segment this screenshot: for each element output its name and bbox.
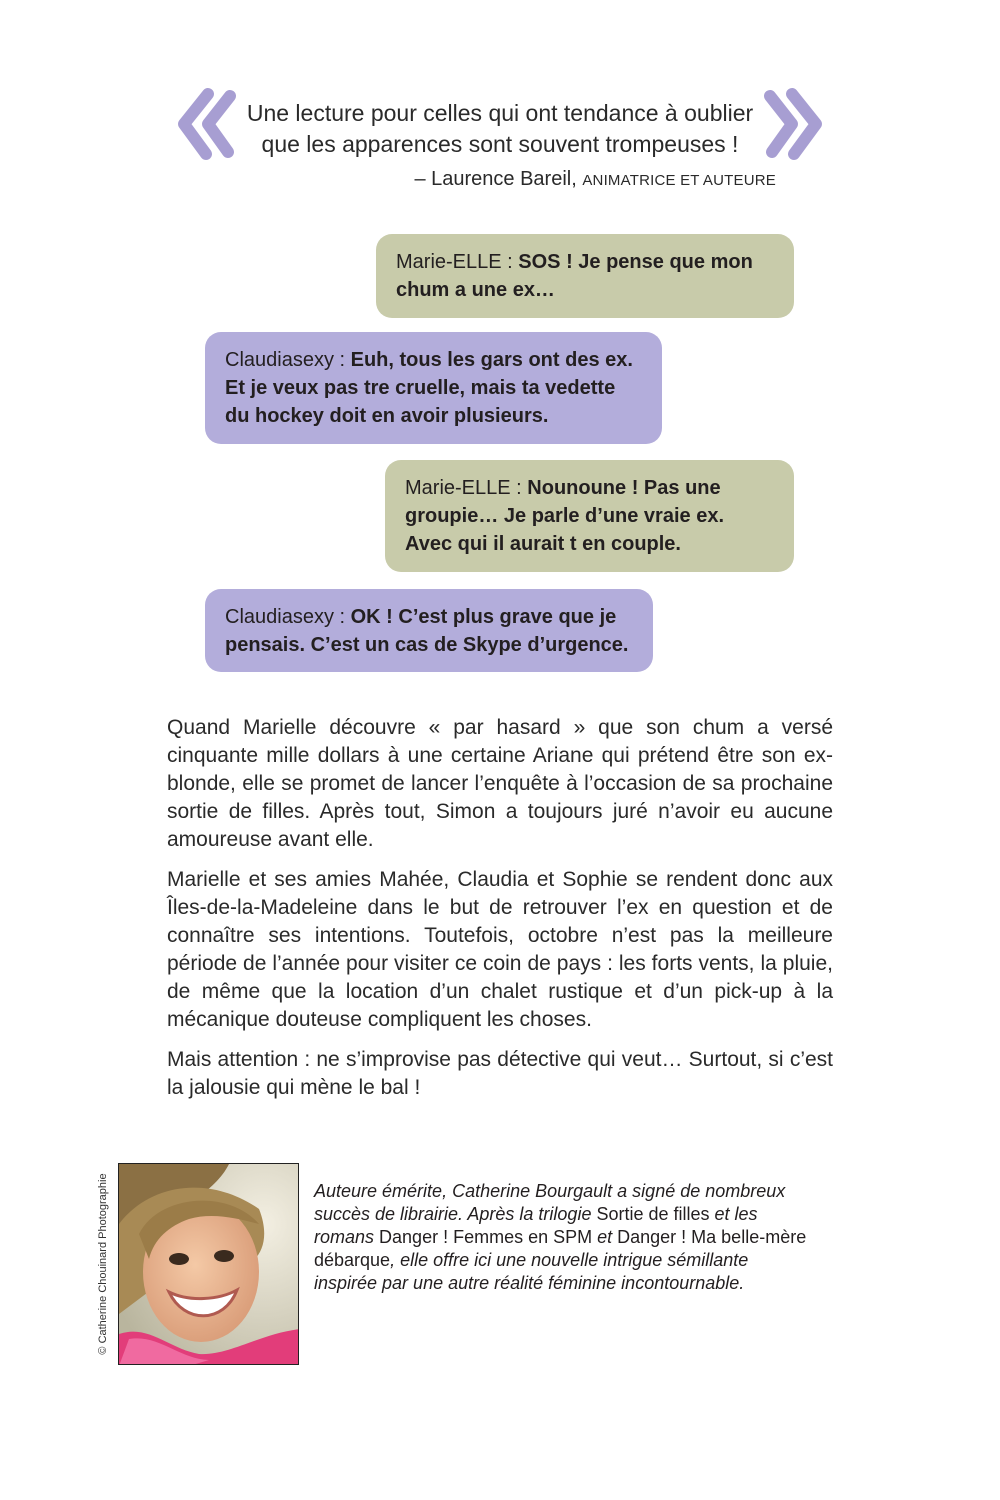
author-bio bbox=[314, 1180, 814, 1295]
quote-line-1: Une lecture pour celles qui ont tendance à oublier bbox=[246, 100, 754, 126]
chat-nick: Claudiasexy : bbox=[225, 349, 346, 371]
synopsis bbox=[167, 714, 833, 1114]
quote-attribution bbox=[380, 168, 776, 191]
chat-bubble-1 bbox=[376, 234, 794, 318]
chat-bubble-3 bbox=[385, 460, 794, 572]
quote-line-2: que les apparences sont souvent trompeuses ! bbox=[261, 131, 739, 157]
synopsis-paragraph: Mais attention : ne s’improvise pas détective qui veut… Surtout, si c’est la jalousie qui mène le bal ! bbox=[167, 1048, 833, 1099]
chat-message: OK ! C’est plus grave que je pensais. C’est un cas de Skype d’urgence. bbox=[225, 606, 629, 656]
synopsis-paragraph: Quand Marielle découvre « par hasard » que son chum a versé cinquante mille dollars à une certaine Ariane qui prétend être son ex-blonde, elle se promet de lancer l’enquête à l’occasion de sa prochaine sortie de filles. Après tout, Simon a toujours juré n’avoir eu aucune amoureuse avant elle. bbox=[167, 716, 833, 851]
bio-text: et les romans bbox=[314, 1204, 758, 1247]
chat-nick: Claudiasexy : bbox=[225, 606, 346, 628]
bio-text: Auteure émérite, Catherine Bourgault a signé de nombreux succès de librairie. Après la trilogie bbox=[314, 1181, 786, 1224]
quote-author-role: ANIMATRICE ET AUTEURE bbox=[582, 172, 776, 189]
chat-message: Nounoune ! Pas une groupie… Je parle d’une vraie ex. Avec qui il aurait t en couple. bbox=[405, 477, 725, 555]
bio-text: , elle offre ici une nouvelle intrigue sémillante inspirée par une autre réalité féminine incontournable. bbox=[314, 1250, 749, 1293]
book-title: Danger ! Ma belle-mère débarque bbox=[314, 1227, 807, 1270]
book-title: Danger ! Femmes en SPM bbox=[379, 1227, 593, 1247]
chat-bubble-2 bbox=[205, 332, 662, 444]
photo-credit: © Catherine Chouinard Photographie bbox=[97, 1173, 109, 1355]
quote-author: – Laurence Bareil, bbox=[414, 168, 577, 190]
author-photo bbox=[118, 1163, 299, 1365]
chat-message: SOS ! Je pense que mon chum a une ex… bbox=[396, 251, 753, 301]
chat-nick: Marie-ELLE : bbox=[405, 477, 522, 499]
chat-nick: Marie-ELLE : bbox=[396, 251, 513, 273]
chat-bubble-4 bbox=[205, 589, 653, 672]
synopsis-paragraph: Marielle et ses amies Mahée, Claudia et Sophie se rendent donc aux Îles-de-la-Madeleine dans le but de retrouver l’ex en question et de connaître ses intentions. Toutefois, octobre n’est pas la meilleure période de l’année pour visiter ce coin de pays : les forts vents, la pluie, de même que la location d’un chalet rustique et d’un pick-up à la mécanique douteuse compliquent les choses. bbox=[167, 868, 833, 1031]
chat-message: Euh, tous les gars ont des ex. Et je veux pas tre cruelle, mais ta vedette du hockey doit en avoir plusieurs. bbox=[225, 349, 633, 427]
author-portrait-image bbox=[119, 1164, 299, 1365]
bio-text: et bbox=[592, 1227, 618, 1247]
pull-quote bbox=[230, 98, 770, 160]
right-quote-mark-icon bbox=[760, 84, 830, 164]
book-title: Sortie de filles bbox=[596, 1204, 710, 1224]
